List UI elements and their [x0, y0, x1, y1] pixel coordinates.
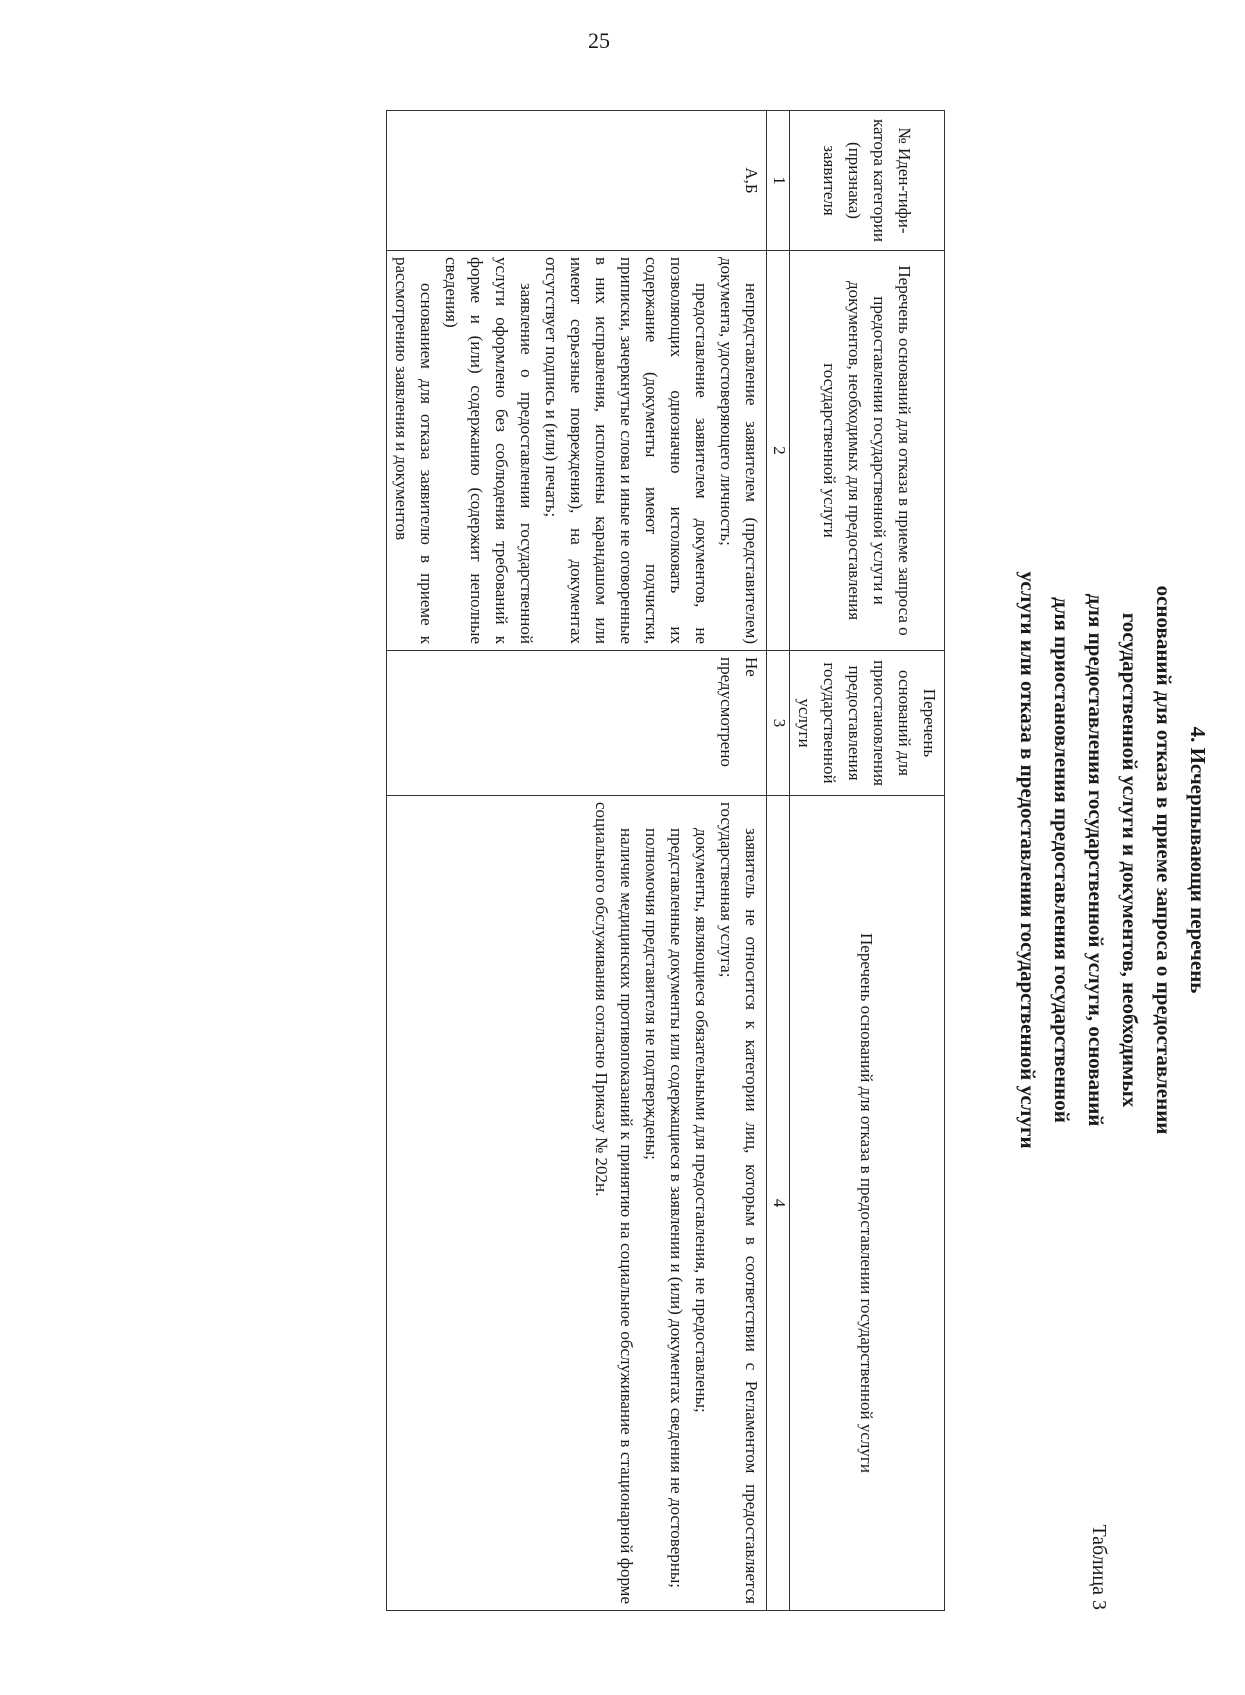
refusal-provision-item: документы, являющиеся обязательными для предоставления, не предоставлены; [692, 828, 711, 1413]
heading-line: для предоставления государственной услуги, оснований [1084, 593, 1108, 1127]
section-heading [1011, 110, 1215, 1610]
heading-line: для приостановления предоставления государственной [1050, 597, 1074, 1123]
refusal-provision-item: заявитель не относится к категории лиц, которым в соответствии с Регламентом предоставляется государственная услуга; [717, 802, 761, 1604]
landscape-content [392, 110, 1245, 1610]
suspension-cell: Не предусмотрено [387, 651, 767, 796]
applicant-category-id: А,Б [387, 111, 767, 251]
header-applicant-category-id: № Иден-тифи-катора категории (признака) заявителя [790, 111, 945, 251]
column-number: 4 [767, 796, 790, 1611]
refusal-provision-item: полномочия представителя не подтверждены; [642, 828, 661, 1160]
refusal-acceptance-item: непредставление заявителем (представителем) документа, удостоверяющего личность; [717, 257, 761, 644]
refusal-acceptance-cell [387, 251, 767, 651]
refusal-grounds-table [386, 110, 945, 1611]
column-number: 3 [767, 651, 790, 796]
heading-line: государственной услуги и документов, необходимых [1118, 612, 1142, 1108]
refusal-provision-cell [387, 796, 767, 1611]
heading-line: оснований для отказа в приеме запроса о предоставлении [1152, 585, 1176, 1135]
table-row [387, 111, 767, 1611]
refusal-provision-item: наличие медицинских противопоказаний к принятию на социальное обслуживание в стационарной форме социального обслуживания согласно Приказу № 202н. [592, 802, 636, 1604]
refusal-provision-item: представленные документы или содержащиеся в заявлении и (или) документах сведения не достоверны; [667, 828, 686, 1589]
header-suspension: Перечень оснований для приостановления предоставления государственной услуги [790, 651, 945, 796]
header-refusal-acceptance: Перечень оснований для отказа в приеме запроса о предоставлении государственной услуги и документов, необходимых для предоставления государственной услуги [790, 251, 945, 651]
heading-line: 4. Исчерпывающи перечень [1186, 726, 1210, 994]
refusal-acceptance-item: основанием для отказа заявителю в приеме к рассмотрению заявления и документов [392, 257, 436, 644]
page-number: 25 [588, 28, 610, 53]
column-number: 2 [767, 251, 790, 651]
refusal-acceptance-item: предоставление заявителем документов, не позволяющих однозначно истолковать их содержание (документы имеют подчистки, приписки, зачеркнутые слова и иные не оговоренные в них исправления, исполнены карандашом или имеют серьезные повреждения), на документах отсутствует подпись и (или) печать; [542, 257, 711, 644]
header-refusal-provision: Перечень оснований для отказа в предоставлении государственной услуги [790, 796, 945, 1611]
column-number: 1 [767, 111, 790, 251]
table-label: Таблица 3 [1088, 1524, 1110, 1610]
heading-line: услуги или отказа в предоставлении государственной услуги [1016, 571, 1040, 1149]
refusal-acceptance-item: заявление о предоставлении государственной услуги оформлено без соблюдения требований к форме и (или) содержанию (содержит неполные сведения) [442, 257, 536, 644]
